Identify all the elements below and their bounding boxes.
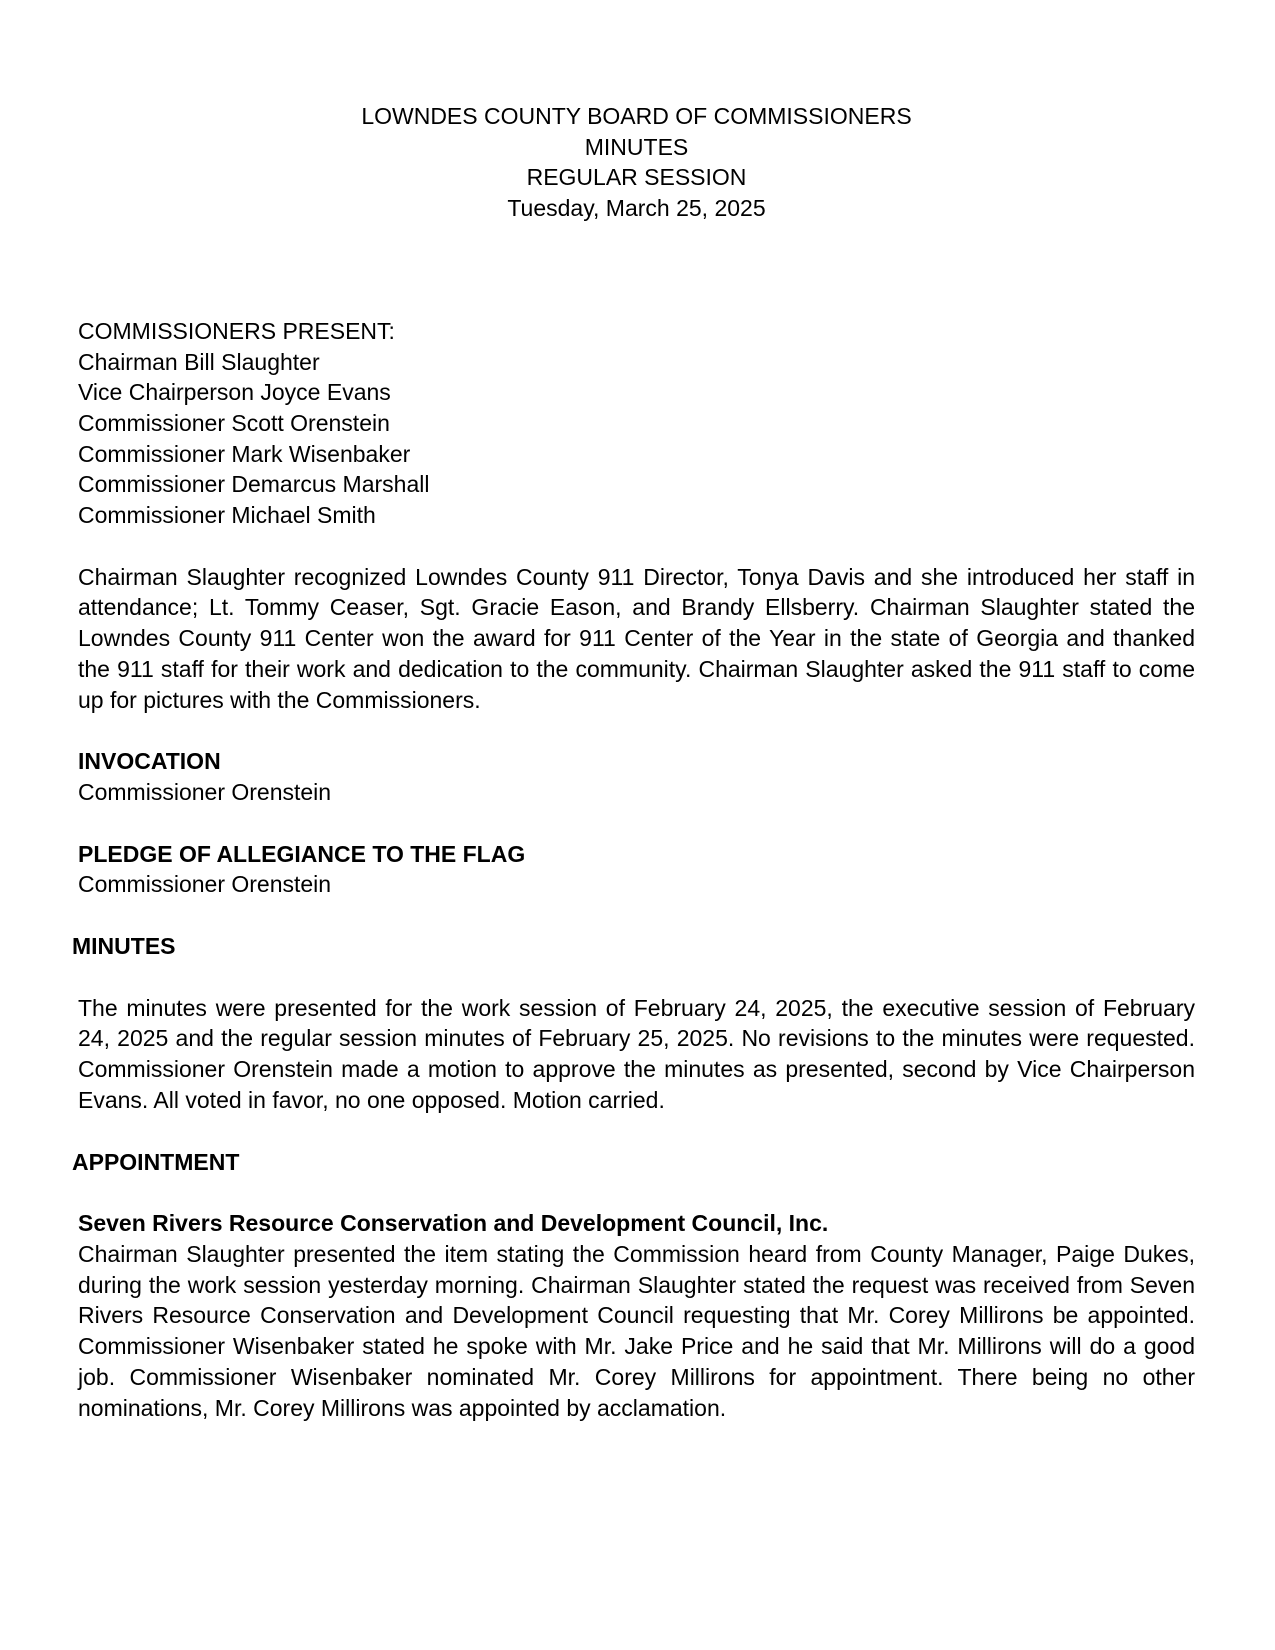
appointment-heading: APPOINTMENT xyxy=(72,1148,240,1175)
title-session-date: Tuesday, March 25, 2025 xyxy=(507,195,766,222)
pledge-section xyxy=(78,839,1195,900)
appointment-item-heading: Seven Rivers Resource Conservation and Development Council, Inc. xyxy=(78,1210,829,1237)
title-organization: LOWNDES COUNTY BOARD OF COMMISSIONERS xyxy=(361,103,912,129)
invocation-body: Commissioner Orenstein xyxy=(78,778,332,805)
recognition-paragraph: Chairman Slaughter recognized Lowndes County 911 Director, Tonya Davis and she introduced her staff in attendance; Lt. Tommy Ceaser, Sgt. Gracie Eason, and Brandy Ellsberry. Chairman Slaughter stated the Lowndes County 911 Center won the award for 911 Center of the Year in the state of Georgia and thanked the 911 staff for their work and dedication to the community. Chairman Slaughter asked the 911 staff to come up for pictures with the Commissioners. xyxy=(78,563,1195,713)
attendee-line: Commissioner Michael Smith xyxy=(78,502,376,529)
document-title-block xyxy=(78,101,1195,224)
minutes-heading: MINUTES xyxy=(72,933,176,960)
attendance-heading: COMMISSIONERS PRESENT: xyxy=(78,317,395,344)
appointment-item xyxy=(78,1208,1195,1423)
attendee-line: Commissioner Demarcus Marshall xyxy=(78,471,430,498)
attendance-section xyxy=(78,316,1195,531)
pledge-body: Commissioner Orenstein xyxy=(78,871,332,898)
attendee-line: Commissioner Mark Wisenbaker xyxy=(78,440,411,467)
title-session-type: REGULAR SESSION xyxy=(526,164,747,191)
minutes-paragraph: The minutes were presented for the work session of February 24, 2025, the executive session of February 24, 2025 and the regular session minutes of February 25, 2025. No revisions to the minutes were requested. Commissioner Orenstein made a motion to approve the minutes as presented, second by Vice Chairperson Evans. All voted in favor, no one opposed. Motion carried. xyxy=(78,994,1195,1113)
appointment-paragraph: Chairman Slaughter presented the item stating the Commission heard from County Manager, Paige Dukes, during the work session yesterday morning. Chairman Slaughter stated the request was received from Seven Rivers Resource Conservation and Development Council requesting that Mr. Corey Millirons be appointed. Commissioner Wisenbaker stated he spoke with Mr. Jake Price and he said that Mr. Millirons will do a good job. Commissioner Wisenbaker nominated Mr. Corey Millirons for appointment. There being no other nominations, Mr. Corey Millirons was appointed by acclamation. xyxy=(78,1240,1195,1421)
minutes-section xyxy=(72,931,1195,962)
invocation-heading: INVOCATION xyxy=(78,748,221,775)
invocation-section xyxy=(78,746,1195,807)
attendee-line: Commissioner Scott Orenstein xyxy=(78,409,390,436)
appointment-section xyxy=(72,1147,1195,1178)
title-doc-type: MINUTES xyxy=(584,133,689,160)
attendee-line: Vice Chairperson Joyce Evans xyxy=(78,379,391,406)
attendee-line: Chairman Bill Slaughter xyxy=(78,348,320,375)
pledge-heading: PLEDGE OF ALLEGIANCE TO THE FLAG xyxy=(78,840,526,867)
